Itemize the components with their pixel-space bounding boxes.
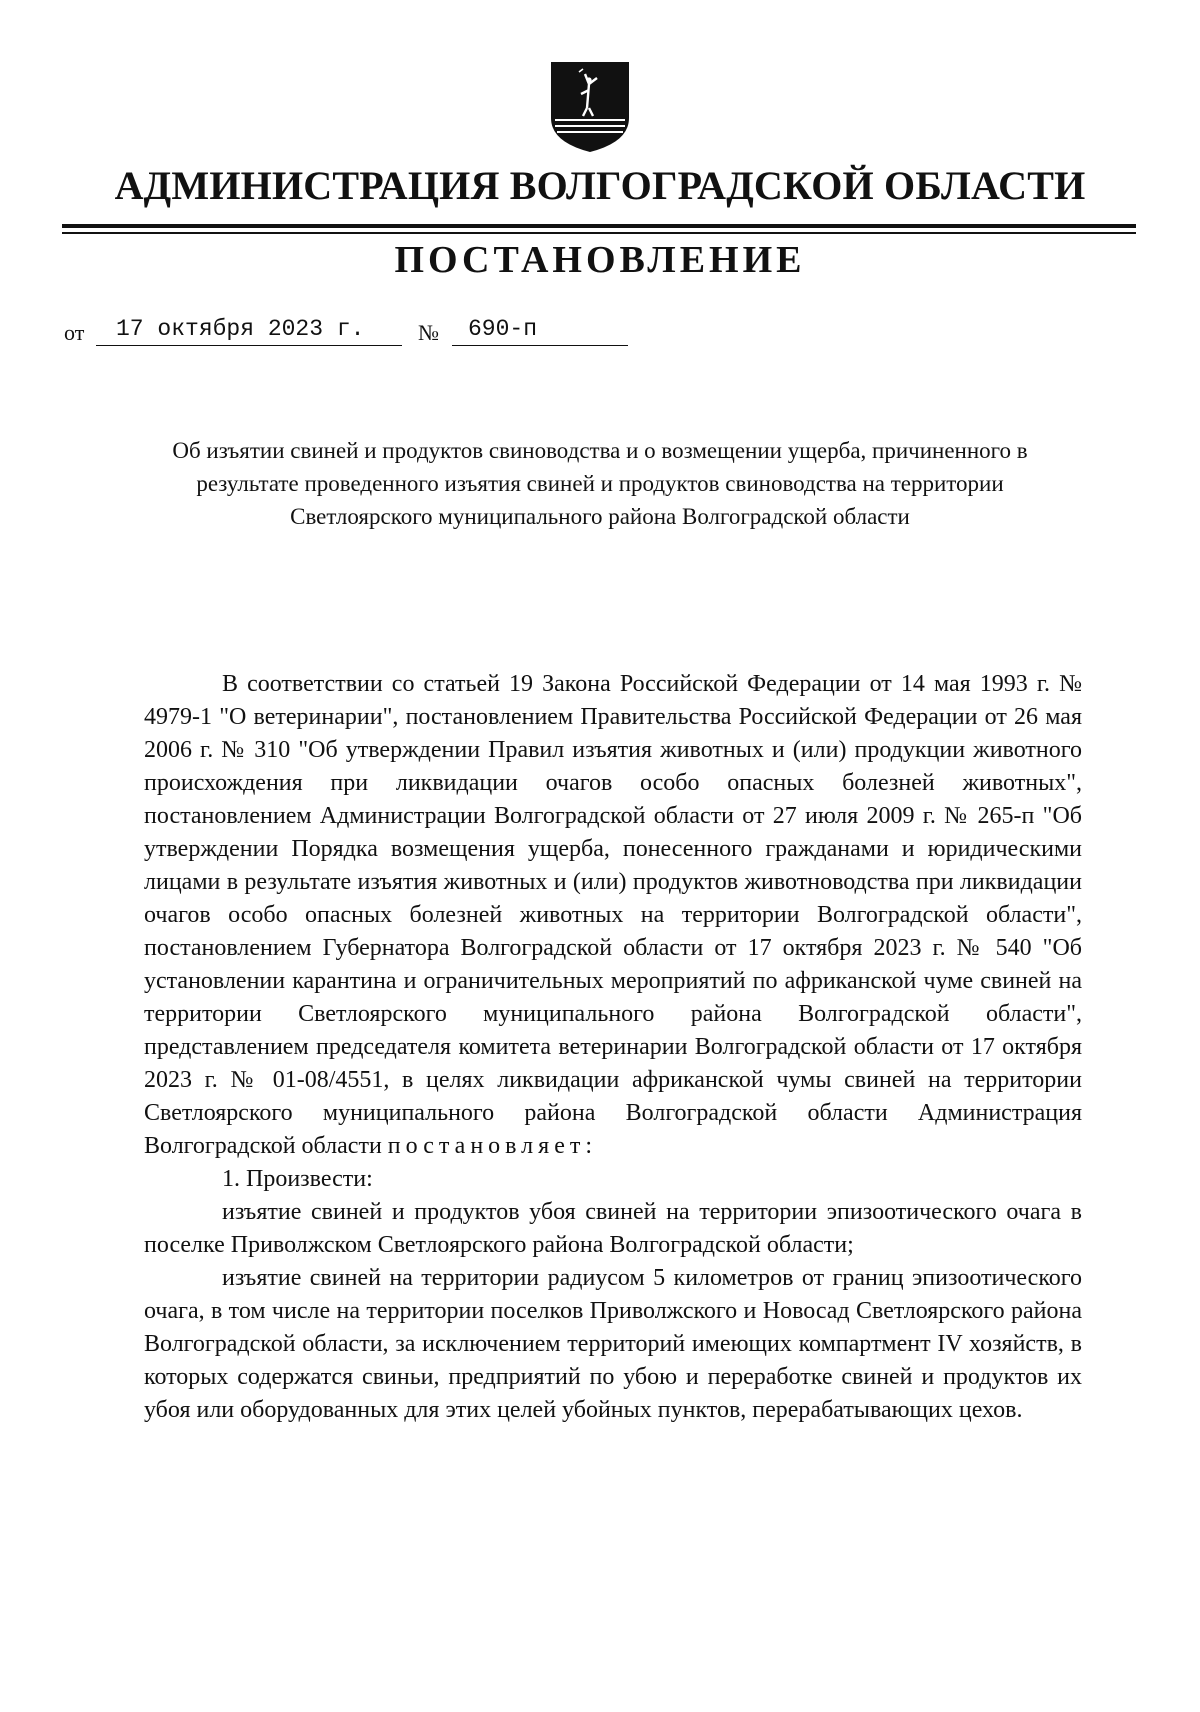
document-body — [144, 668, 1082, 1427]
coat-of-arms-icon — [549, 60, 631, 154]
header-rule-thick — [62, 224, 1136, 228]
date-underline — [96, 345, 402, 346]
registration-line — [60, 310, 620, 346]
date-label: от — [64, 320, 85, 345]
header-rule-thin — [62, 232, 1136, 234]
number-underline — [452, 345, 628, 346]
item-1-paragraph-1: изъятие свиней и продуктов убоя свиней на территории эпизоотического очага в поселке Приволжском Светлоярского района Волгоградской области; — [144, 1199, 1082, 1258]
organization-name: АДМИНИСТРАЦИЯ ВОЛГОГРАДСКОЙ ОБЛАСТИ — [114, 163, 1086, 208]
number-value: 690-п — [468, 316, 538, 342]
item-1-paragraph-2: изъятие свиней на территории радиусом 5 километров от границ эпизоотического очага, в том числе на территории поселков Приволжского и Новосад Светлоярского района Волгоградской области, за исключением территорий имеющих компартмент IV хозяйств, в которых содержатся свиньи, предприятий по убою и переработке свиней и продуктов их убоя или оборудованных для этих целей убойных пунктов, перерабатывающих цехов. — [144, 1265, 1082, 1423]
preamble-paragraph — [144, 668, 1082, 1163]
resolves-word: постановляет: — [387, 1133, 598, 1159]
item-1-title: 1. Произвести: — [222, 1166, 373, 1192]
preamble-text: В соответствии со статьей 19 Закона Российской Федерации от 14 мая 1993 г. № 4979-1 "О ветеринарии", постановлением Правительства Российской Федерации от 26 мая 2006 г. № 310 "Об утверждении Правил изъятия животных и (или) продукции животного происхождения при ликвидации очагов особо опасных болезней животных", постановлением Администрации Волгоградской области от 27 июля 2009 г. № 265-п "Об утверждении Порядка возмещения ущерба, понесенного гражданами и юридическими лицами в результате изъятия животных и (или) продуктов животноводства при ликвидации очагов особо опасных болезней животных на территории Волгоградской области", постановлением Губернатора Волгоградской области от 17 октября 2023 г. № 540 "Об установлении карантина и ограничительных мероприятий по африканской чуме свиней на территории Светлоярского муниципального района Волгоградской области", представлением председателя комитета ветеринарии Волгоградской области от 17 октября 2023 г. № 01-08/4551, в целях ликвидации африканской чумы свиней на территории Светлоярского муниципального района Волгоградской области Администрация Волгоградской области — [144, 671, 1082, 1159]
document-subject: Об изъятии свиней и продуктов свиноводства и о возмещении ущерба, причиненного в результате проведенного изъятия свиней и продуктов свиноводства на территории Светлоярского муниципального района Волгоградской области — [172, 438, 1028, 529]
date-value: 17 октября 2023 г. — [116, 316, 365, 342]
number-label: № — [418, 320, 439, 345]
document-type-title: ПОСТАНОВЛЕНИЕ — [394, 239, 806, 281]
